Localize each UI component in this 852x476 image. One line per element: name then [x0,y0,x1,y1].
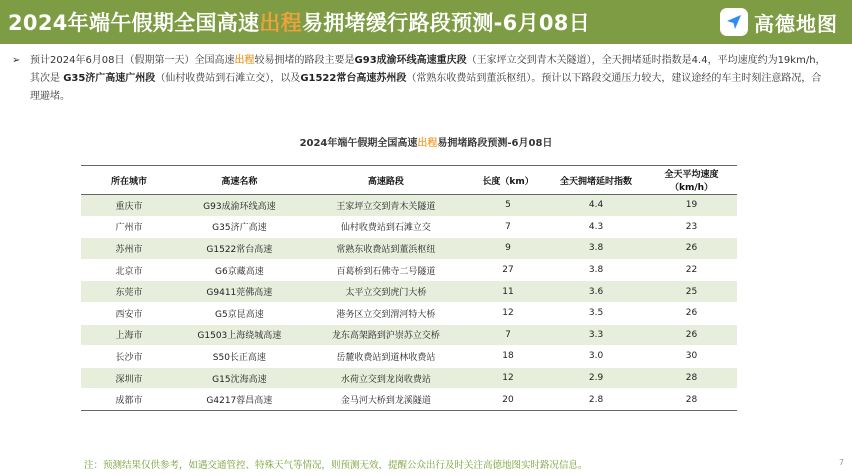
cell-avg-speed: 22 [646,259,737,281]
cell-avg-speed: 28 [646,389,737,411]
table-row [81,195,737,217]
cell-delay-index: 3.3 [546,324,646,346]
column-header-city: 所在城市 [81,166,177,195]
table-title-part2: 易拥堵路段预测-6月08日 [437,138,553,149]
cell-highway-name: G5京昆高速 [177,302,302,324]
cell-length: 5 [470,195,546,217]
table-row [81,367,737,389]
table-title-highlight: 出程 [417,138,438,149]
cell-city: 西安市 [81,302,177,324]
cell-highway-name: G6京藏高速 [177,259,302,281]
intro-road-1: G93成渝环线高速重庆段 [354,55,467,66]
title-highlight: 出程 [259,11,302,35]
column-header-length: 长度（km） [470,166,546,195]
arrow-bullet-icon: ➢ [12,55,21,66]
cell-road-section: 金马河大桥到龙溪隧道 [302,389,470,411]
cell-road-section: 太平立交到虎门大桥 [302,281,470,303]
cell-delay-index: 4.4 [546,195,646,217]
cell-road-section: 仙村收费站到石滩立交 [302,216,470,238]
cell-city: 广州市 [81,216,177,238]
cell-city: 成都市 [81,389,177,411]
cell-delay-index: 2.8 [546,389,646,411]
intro-highlight: 出程 [234,55,255,66]
cell-highway-name: S50长正高速 [177,346,302,368]
cell-delay-index: 3.0 [546,346,646,368]
table-body [81,195,737,411]
cell-avg-speed: 26 [646,324,737,346]
cell-road-section: 岳麓收费站到道林收费站 [302,346,470,368]
intro-text: （仙村收费站到石滩立交），以及 [155,73,301,84]
cell-city: 上海市 [81,324,177,346]
cell-road-section: 王家坪立交到青木关隧道 [302,195,470,217]
intro-text: 较易拥堵的路段主要是 [254,55,355,66]
cell-length: 27 [470,259,546,281]
cell-avg-speed: 19 [646,195,737,217]
cell-length: 12 [470,367,546,389]
column-header-delay-index: 全天拥堵延时指数 [546,166,646,195]
cell-delay-index: 3.6 [546,281,646,303]
table-row [81,281,737,303]
cell-city: 苏州市 [81,238,177,260]
amap-logo [720,6,838,38]
table-title [0,134,852,149]
amap-navigation-arrow-icon [720,8,748,36]
cell-highway-name: G1503上海绕城高速 [177,324,302,346]
page-number: 7 [838,458,844,467]
table-row [81,389,737,411]
cell-length: 7 [470,216,546,238]
intro-road-3: G1522常台高速苏州段 [300,73,407,84]
cell-highway-name: G35济广高速 [177,216,302,238]
cell-avg-speed: 26 [646,302,737,324]
intro-text: （王家坪立交到青木关隧道），全天拥堵延时指数是4.4，平均速度约为19km/h，其次是 [30,55,826,84]
cell-delay-index: 3.8 [546,259,646,281]
intro-text: 预计2024年6月08日（假期第一天）全国高速 [30,55,235,66]
cell-city: 长沙市 [81,346,177,368]
cell-length: 20 [470,389,546,411]
cell-avg-speed: 28 [646,367,737,389]
cell-delay-index: 3.8 [546,238,646,260]
cell-road-section: 龙东高架路到沪崇苏立交桥 [302,324,470,346]
congestion-table [81,165,737,411]
cell-highway-name: G15沈海高速 [177,367,302,389]
cell-length: 11 [470,281,546,303]
table-title-part1: 2024年端午假期全国高速 [299,138,418,149]
cell-city: 深圳市 [81,367,177,389]
column-header-avg-speed: 全天平均速度（km/h） [646,166,737,195]
cell-road-section: 常熟东收费站到董浜枢纽 [302,238,470,260]
cell-length: 9 [470,238,546,260]
cell-avg-speed: 30 [646,346,737,368]
cell-highway-name: G1522常台高速 [177,238,302,260]
cell-length: 7 [470,324,546,346]
cell-road-section: 水荷立交到龙岗收费站 [302,367,470,389]
cell-delay-index: 3.5 [546,302,646,324]
title-part1: 2024年端午假期全国高速 [8,11,260,35]
table-row [81,238,737,260]
intro-text: （常熟东收费站到董浜枢纽）。预计以下路段交通压力较大，建议途经的车主时刻注意路况，合理避堵。 [30,73,822,102]
header-bar [0,0,852,44]
cell-length: 12 [470,302,546,324]
cell-city: 北京市 [81,259,177,281]
footnote: 注：预测结果仅供参考，如遇交通管控、特殊天气等情况，则预测无效，提醒公众出行及时关注高德地图实时路况信息。 [84,460,588,471]
cell-city: 东莞市 [81,281,177,303]
table-row [81,346,737,368]
table-row [81,216,737,238]
table-row [81,324,737,346]
cell-delay-index: 4.3 [546,216,646,238]
cell-highway-name: G93成渝环线高速 [177,195,302,217]
cell-avg-speed: 25 [646,281,737,303]
cell-highway-name: G9411莞佛高速 [177,281,302,303]
cell-avg-speed: 23 [646,216,737,238]
column-header-road-section: 高速路段 [302,166,470,195]
intro-paragraph [12,52,830,106]
cell-road-section: 百葛桥到石佛寺二号隧道 [302,259,470,281]
intro-road-2: G35济广高速广州段 [63,73,156,84]
table-header-row [81,166,737,195]
cell-length: 18 [470,346,546,368]
cell-city: 重庆市 [81,195,177,217]
cell-road-section: 港务区立交到渭河特大桥 [302,302,470,324]
page-title [8,7,590,37]
table-row [81,259,737,281]
column-header-highway-name: 高速名称 [177,166,302,195]
logo-text: 高德地图 [754,11,838,36]
cell-delay-index: 2.9 [546,367,646,389]
cell-highway-name: G4217蓉昌高速 [177,389,302,411]
table-row [81,302,737,324]
cell-avg-speed: 26 [646,238,737,260]
title-part2: 易拥堵缓行路段预测-6月08日 [301,11,591,35]
